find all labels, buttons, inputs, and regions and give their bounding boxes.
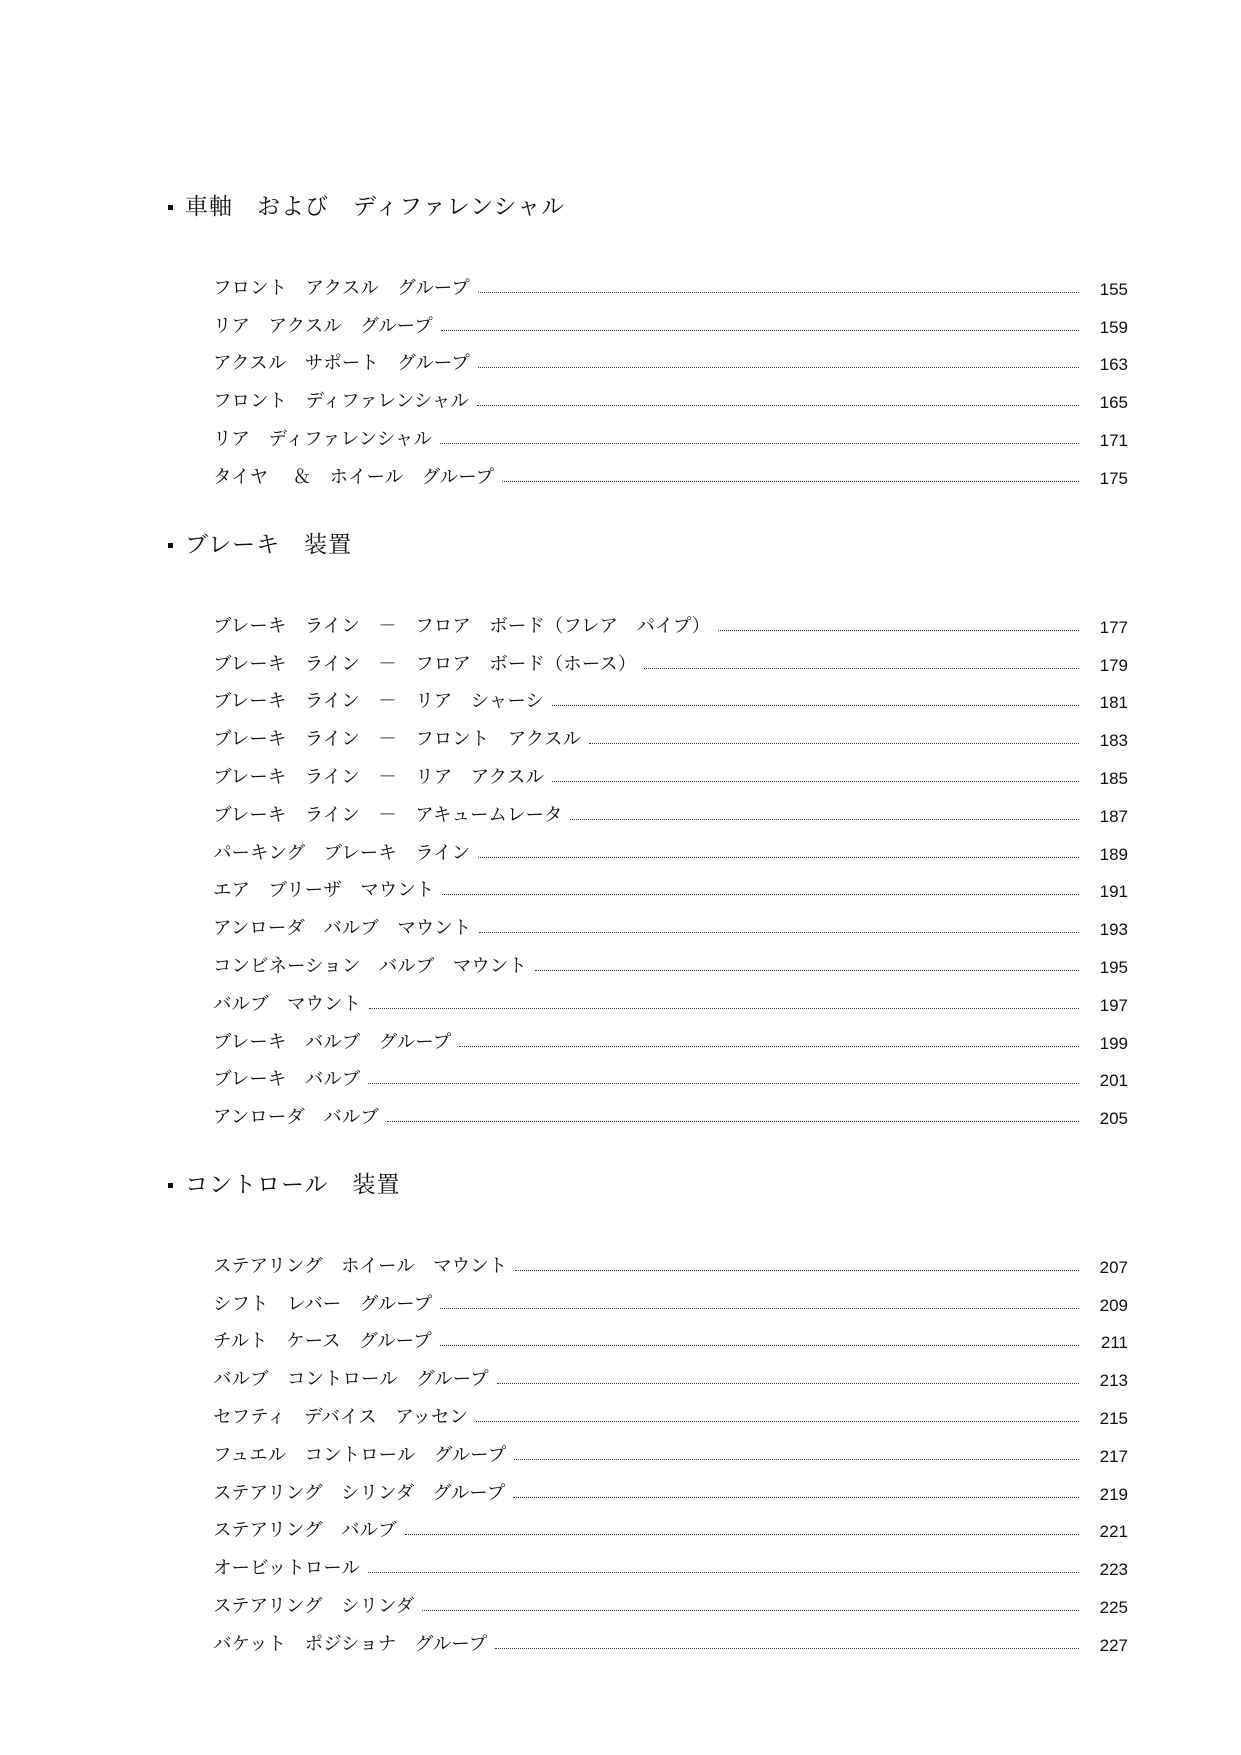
toc-page-number: 179 [1099, 655, 1128, 675]
dot-leader [440, 1308, 1079, 1309]
dot-leader [502, 481, 1079, 482]
section-title: コントロール 装置 [185, 1171, 401, 1198]
toc-page-number: 227 [1099, 1635, 1128, 1655]
dot-leader [368, 1083, 1079, 1084]
toc-entry-label: シフト レバー グループ [213, 1293, 433, 1315]
toc-entry[interactable] [213, 1054, 1128, 1092]
bullet-icon [168, 205, 173, 210]
toc-page-number: 163 [1099, 355, 1128, 375]
toc-section-brake [168, 522, 1128, 1129]
toc-page-number: 171 [1099, 430, 1128, 450]
toc-page-number: 201 [1099, 1071, 1128, 1091]
toc-entry-label: ブレーキ ライン － リア シャーシ [213, 691, 544, 713]
toc-page-number: 213 [1099, 1371, 1128, 1391]
toc-entry[interactable] [213, 1429, 1128, 1467]
dot-leader [497, 1383, 1079, 1384]
dot-leader [422, 1610, 1079, 1611]
toc-entry-label: バルブ マウント [213, 993, 362, 1015]
dot-leader [476, 1421, 1079, 1422]
dot-leader [495, 1648, 1079, 1649]
toc-page-number: 155 [1099, 279, 1128, 299]
toc-page-number: 221 [1099, 1522, 1128, 1542]
toc-page-number: 219 [1099, 1484, 1128, 1504]
toc-page-number: 187 [1099, 806, 1128, 826]
toc-entry[interactable] [213, 262, 1128, 300]
dot-leader [440, 1345, 1079, 1346]
toc-entry[interactable] [213, 751, 1128, 789]
toc-entry[interactable] [213, 827, 1128, 865]
toc-entry[interactable] [213, 1542, 1128, 1580]
bullet-icon [168, 1183, 173, 1188]
section-heading [168, 1162, 1128, 1202]
toc-entry[interactable] [213, 375, 1128, 413]
dot-leader [459, 1046, 1079, 1047]
dot-leader [368, 1572, 1079, 1573]
toc-entry-label: ブレーキ ライン － リア アクスル [213, 766, 544, 788]
dot-leader [405, 1534, 1079, 1535]
toc-entry-label: アンローダ バルブ [213, 1107, 379, 1129]
dot-leader [369, 1008, 1079, 1009]
dot-leader [535, 970, 1079, 971]
toc-page-number: 207 [1099, 1257, 1128, 1277]
toc-entry-list [213, 262, 1128, 489]
toc-page-number: 209 [1099, 1295, 1128, 1315]
toc-entry-label: バケット ポジショナ グループ [213, 1633, 488, 1655]
toc-entry[interactable] [213, 1580, 1128, 1618]
dot-leader [442, 894, 1079, 895]
toc-page-number: 217 [1099, 1446, 1128, 1466]
toc-entry[interactable] [213, 600, 1128, 638]
dot-leader [513, 1497, 1079, 1498]
toc-entry-label: ステアリング バルブ [213, 1520, 397, 1542]
toc-page-number: 191 [1099, 882, 1128, 902]
bullet-icon [168, 543, 173, 548]
section-title: ブレーキ 装置 [185, 531, 353, 558]
dot-leader [387, 1121, 1079, 1122]
toc-entry-list [213, 1240, 1128, 1656]
toc-entry-label: ブレーキ バルブ [213, 1069, 361, 1091]
toc-entry[interactable] [213, 413, 1128, 451]
toc-page-number: 195 [1099, 957, 1128, 977]
dot-leader [479, 932, 1079, 933]
dot-leader [441, 330, 1079, 331]
dot-leader [515, 1270, 1079, 1271]
toc-page-number: 193 [1099, 920, 1128, 940]
toc-page-number: 199 [1099, 1033, 1128, 1053]
dot-leader [478, 857, 1079, 858]
toc-entry-label: チルト ケース グループ [213, 1331, 432, 1353]
toc-entry-label: アンローダ バルブ マウント [213, 918, 472, 940]
toc-entry-label: フロント ディファレンシャル [213, 391, 469, 413]
toc-page-number: 165 [1099, 393, 1128, 413]
toc-entry-label: ブレーキ ライン － アキュームレータ [213, 804, 563, 826]
toc-page-number: 223 [1099, 1560, 1128, 1580]
toc-entry[interactable] [213, 1353, 1128, 1391]
dot-leader [478, 367, 1079, 368]
toc-page-number: 177 [1099, 617, 1128, 637]
toc-entry[interactable] [213, 1240, 1128, 1278]
toc-entry[interactable] [213, 1505, 1128, 1543]
toc-entry-label: ステアリング シリンダ グループ [213, 1482, 506, 1504]
toc-entry-label: フュエル コントロール グループ [213, 1444, 507, 1466]
toc-entry[interactable] [213, 713, 1128, 751]
toc-entry[interactable] [213, 1391, 1128, 1429]
dot-leader [514, 1459, 1079, 1460]
toc-entry[interactable] [213, 300, 1128, 338]
toc-entry-label: セフティ デバイス アッセン [213, 1406, 468, 1428]
toc-entry-label: ブレーキ ライン － フロント アクスル [213, 729, 581, 751]
toc-page-number: 181 [1099, 693, 1128, 713]
dot-leader [644, 668, 1079, 669]
toc-entry-label: ブレーキ バルブ グループ [213, 1031, 452, 1053]
toc-entry-label: アクスル サポート グループ [213, 353, 470, 375]
toc-entry[interactable] [213, 1278, 1128, 1316]
toc-entry-label: コンビネーション バルブ マウント [213, 955, 527, 977]
toc-entry-label: ブレーキ ライン － フロア ボード（ホース） [213, 653, 637, 675]
toc-entry[interactable] [213, 940, 1128, 978]
dot-leader [478, 292, 1079, 293]
toc-page-number: 215 [1099, 1408, 1128, 1428]
toc-entry-label: バルブ コントロール グループ [213, 1369, 489, 1391]
section-heading [168, 522, 1128, 562]
toc-entry-label: エア ブリーザ マウント [213, 880, 435, 902]
dot-leader [440, 443, 1079, 444]
toc-entry-label: パーキング ブレーキ ライン [213, 842, 471, 864]
dot-leader [477, 405, 1079, 406]
dot-leader [718, 630, 1079, 631]
dot-leader [589, 743, 1079, 744]
toc-entry-label: リア アクスル グループ [213, 315, 433, 337]
toc-entry[interactable] [213, 451, 1128, 489]
toc-entry-label: タイヤ ＆ ホイール グループ [213, 466, 495, 488]
toc-entry[interactable] [213, 676, 1128, 714]
toc-page-number: 175 [1099, 468, 1128, 488]
toc-entry[interactable] [213, 789, 1128, 827]
toc-entry[interactable] [213, 978, 1128, 1016]
toc-page-number: 183 [1099, 731, 1128, 751]
toc-entry-label: フロント アクスル グループ [213, 277, 470, 299]
toc-entry-label: リア ディファレンシャル [213, 428, 432, 450]
toc-page-number: 159 [1099, 317, 1128, 337]
toc-entry-label: オービットロール [213, 1558, 360, 1580]
toc-page-number: 211 [1100, 1333, 1128, 1353]
toc-entry[interactable] [213, 638, 1128, 676]
toc-page-number: 185 [1099, 768, 1128, 788]
dot-leader [570, 819, 1079, 820]
toc-entry[interactable] [213, 902, 1128, 940]
toc-entry[interactable] [213, 1091, 1128, 1129]
dot-leader [552, 781, 1079, 782]
toc-entry[interactable] [213, 338, 1128, 376]
toc-entry-list [213, 600, 1128, 1129]
section-heading [168, 184, 1128, 224]
toc-entry[interactable] [213, 1316, 1128, 1354]
toc-section-axle-differential [168, 184, 1128, 489]
toc-page-number: 189 [1099, 844, 1128, 864]
toc-section-control [168, 1162, 1128, 1656]
dot-leader [552, 705, 1079, 706]
toc-entry-label: ステアリング シリンダ [213, 1595, 415, 1617]
toc-entry[interactable] [213, 1467, 1128, 1505]
toc-entry-label: ブレーキ ライン － フロア ボード（フレア パイプ） [213, 615, 711, 637]
toc-page-number: 205 [1099, 1109, 1128, 1129]
toc-page-number: 225 [1099, 1597, 1128, 1617]
section-title: 車軸 および ディファレンシャル [185, 193, 566, 220]
toc-entry[interactable] [213, 865, 1128, 903]
toc-page-number: 197 [1099, 995, 1128, 1015]
toc-entry-label: ステアリング ホイール マウント [213, 1255, 508, 1277]
toc-entry[interactable] [213, 1618, 1128, 1656]
toc-entry[interactable] [213, 1016, 1128, 1054]
